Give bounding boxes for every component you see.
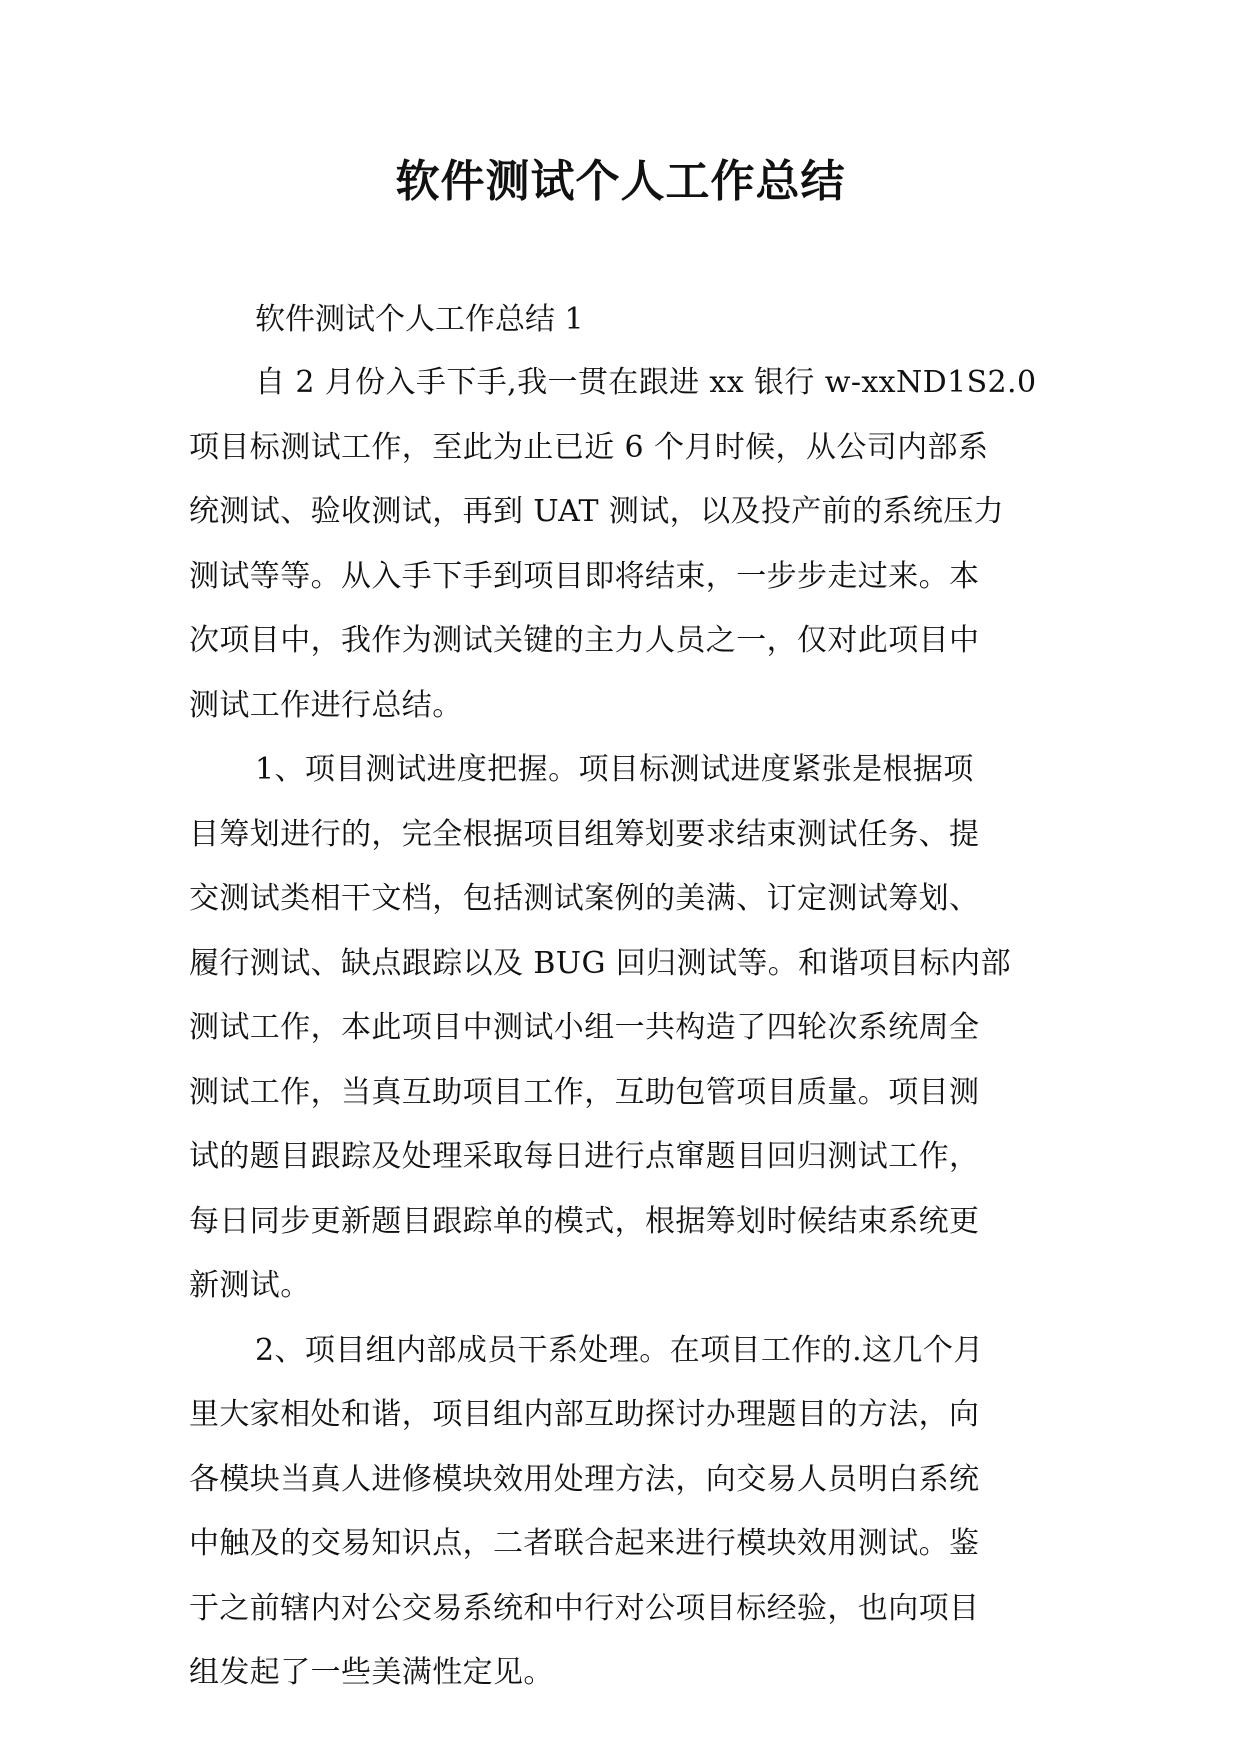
paragraph-line: 测试等等。从入手下手到项目即将结束，一步步走过来。本 <box>189 558 980 594</box>
paragraph-3 <box>189 1319 1059 1706</box>
paragraph-line: 组发起了一些美满性定见。 <box>189 1655 554 1690</box>
paragraph-line: 于之前辖内对公交易系统和中行对公项目标经验，也向项目 <box>189 1590 980 1626</box>
paragraph-line: 每日同步更新题目跟踪单的模式，根据筹划时候结束系统更 <box>189 1203 980 1239</box>
paragraph-line: 各模块当真人进修模块效用处理方法，向交易人员明白系统 <box>189 1461 980 1497</box>
paragraph-line: 测试工作，本此项目中测试小组一共构造了四轮次系统周全 <box>189 1010 980 1045</box>
paragraph-line: 项目标测试工作，至此为止已近 6 个月时候，从公司内部系 <box>189 429 989 465</box>
section-heading: 软件测试个人工作总结 1 <box>255 302 584 337</box>
paragraph-line: 次项目中，我作为测试关键的主力人员之一，仅对此项目中 <box>189 623 980 658</box>
paragraph-line: 测试工作，当真互助项目工作，互助包管项目质量。项目测 <box>189 1074 980 1110</box>
paragraph-line: 中触及的交易知识点，二者联合起来进行模块效用测试。鉴 <box>189 1526 980 1561</box>
paragraph-line: 试的题目跟踪及处理采取每日进行点窜题目回归测试工作， <box>189 1139 980 1174</box>
document-body <box>189 288 1059 1706</box>
paragraph-line: 新测试。 <box>189 1268 311 1303</box>
paragraph-line: 测试工作进行总结。 <box>189 687 463 723</box>
paragraph-line: 交测试类相干文档，包括测试案例的美满、订定测试筹划、 <box>189 881 980 916</box>
paragraph-line: 2、项目组内部成员干系处理。在项目工作的.这几个月 <box>255 1332 984 1368</box>
paragraph-line: 里大家相处和谐，项目组内部互助探讨办理题目的方法，向 <box>189 1397 980 1432</box>
paragraph-line: 统测试、验收测试，再到 UAT 测试，以及投产前的系统压力 <box>189 494 1005 529</box>
paragraph-1 <box>189 351 1059 738</box>
paragraph-line: 1、项目测试进度把握。项目标测试进度紧张是根据项 <box>255 752 974 787</box>
paragraph-2 <box>189 738 1059 1319</box>
paragraph-line: 履行测试、缺点跟踪以及 BUG 回归测试等。和谐项目标内部 <box>189 945 1011 981</box>
document-title: 软件测试个人工作总结 <box>395 156 846 207</box>
paragraph-line: 自 2 月份入手下手,我一贯在跟进 xx 银行 w-xxND1S2.0 <box>255 365 1037 400</box>
paragraph-line: 目筹划进行的，完全根据项目组筹划要求结束测试任务、提 <box>189 816 980 852</box>
